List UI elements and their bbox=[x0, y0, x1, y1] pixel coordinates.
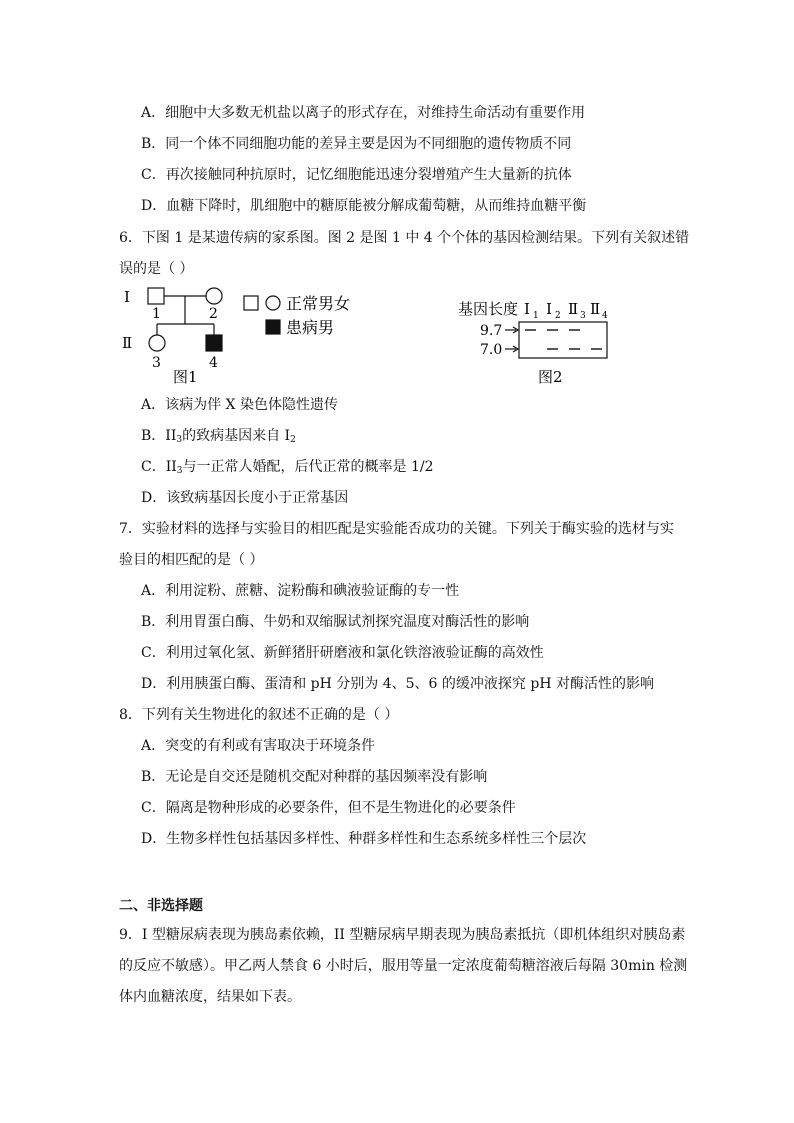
legend-affected-male-icon bbox=[266, 320, 280, 334]
q6-option-b-prefix: B．II bbox=[141, 428, 177, 444]
legend-normal-female-icon bbox=[266, 296, 280, 310]
individual-2-number: 2 bbox=[209, 306, 218, 322]
q6-option-c-text: 与一正常人婚配，后代正常的概率是 1/2 bbox=[182, 459, 434, 475]
individual-i1-normal-male bbox=[148, 288, 164, 304]
q7-option-a: A．利用淀粉、蔗糖、淀粉酶和碘液验证酶的专一性 bbox=[141, 583, 460, 599]
col-i-sub-2: 2 bbox=[555, 311, 561, 321]
q5-option-a: A．细胞中大多数无机盐以离子的形式存在，对维持生命活动有重要作用 bbox=[141, 105, 586, 121]
individual-i2-normal-female bbox=[206, 288, 222, 304]
q6-option-b-text: 的致病基因来自 I bbox=[182, 428, 291, 444]
q6-stem-line1: 6．下图 1 是某遗传病的家系图。图 2 是图 1 中 4 个个体的基因检测结果。下列有关叙述错 bbox=[119, 230, 690, 246]
gene-detection-figure bbox=[450, 290, 625, 390]
section-heading-non-choice: 二、非选择题 bbox=[119, 898, 203, 914]
q6-option-a: A．该病为伴 X 染色体隐性遗传 bbox=[141, 397, 338, 413]
col-ii-label-4: Ⅱ bbox=[590, 300, 601, 318]
generation-1-label: I bbox=[124, 288, 130, 306]
q8-stem: 8．下列有关生物进化的叙述不正确的是（ ） bbox=[119, 707, 399, 723]
gel-box bbox=[519, 322, 607, 358]
q7-option-d: D．利用胰蛋白酶、蛋清和 pH 分别为 4、5、6 的缓冲液探究 pH 对酶活性的影响 bbox=[141, 676, 654, 692]
q9-line3: 体内血糖浓度，结果如下表。 bbox=[119, 989, 301, 1005]
q5-option-b: B．同一个体不同细胞功能的差异主要是因为不同细胞的遗传物质不同 bbox=[141, 136, 572, 152]
q6-option-c-sub: 3 bbox=[176, 466, 183, 476]
q6-option-b-sub2: 2 bbox=[290, 435, 296, 445]
col-i-label: Ⅰ bbox=[524, 300, 530, 318]
legend-affected-label: 患病男 bbox=[286, 318, 335, 337]
q6-option-c-prefix: C．II bbox=[141, 459, 177, 475]
gene-length-header: 基因长度 bbox=[458, 300, 519, 318]
q8-option-c: C．隔离是物种形成的必要条件，但不是生物进化的必要条件 bbox=[141, 800, 516, 816]
individual-3-number: 3 bbox=[152, 355, 161, 371]
q8-option-b: B．无论是自交还是随机交配对种群的基因频率没有影响 bbox=[141, 769, 488, 785]
q7-stem-line2: 验目的相匹配的是（ ） bbox=[119, 552, 264, 568]
q6-option-c bbox=[141, 457, 434, 481]
figure2-caption: 图2 bbox=[538, 368, 563, 386]
legend-normal-male-icon bbox=[244, 296, 258, 310]
row-9-7-label: 9.7 bbox=[480, 323, 503, 339]
figure1-caption: 图1 bbox=[173, 368, 198, 386]
legend-normal-label: 正常男女 bbox=[286, 294, 351, 313]
row-7-0-label: 7.0 bbox=[480, 342, 503, 358]
q9-line1: 9．I 型糖尿病表现为胰岛素依赖，II 型糖尿病早期表现为胰岛素抵抗（即机体组织对胰岛素 bbox=[119, 927, 686, 943]
generation-2-label: Ⅱ bbox=[122, 334, 133, 352]
q6-option-d: D．该致病基因长度小于正常基因 bbox=[141, 490, 349, 506]
q8-option-d: D．生物多样性包括基因多样性、种群多样性和生态系统多样性三个层次 bbox=[141, 831, 587, 847]
q5-option-c: C．再次接触同种抗原时，记忆细胞能迅速分裂增殖产生大量新的抗体 bbox=[141, 167, 572, 183]
col-ii-sub-4: 4 bbox=[602, 311, 608, 321]
q9-line2: 的反应不敏感）。甲乙两人禁食 6 小时后，服用等量一定浓度葡萄糖溶液后每隔 30min 检测 bbox=[119, 958, 688, 974]
q8-option-a: A．突变的有利或有害取决于环境条件 bbox=[141, 738, 376, 754]
individual-ii4-affected-male bbox=[206, 335, 222, 351]
individual-1-number: 1 bbox=[152, 306, 161, 322]
individual-ii3-normal-female bbox=[149, 335, 165, 351]
col-i-label-2: Ⅰ bbox=[546, 300, 552, 318]
col-i-sub-1: 1 bbox=[533, 311, 539, 321]
q7-option-c: C．利用过氧化氢、新鲜猪肝研磨液和氯化铁溶液验证酶的高效性 bbox=[141, 645, 544, 661]
q7-option-b: B．利用胃蛋白酶、牛奶和双缩脲试剂探究温度对酶活性的影响 bbox=[141, 614, 530, 630]
q7-stem-line1: 7．实验材料的选择与实验目的相匹配是实验能否成功的关键。下列关于酶实验的选材与实 bbox=[119, 521, 674, 537]
q6-stem-line2: 误的是（ ） bbox=[119, 261, 194, 277]
col-ii-sub-3: 3 bbox=[580, 311, 586, 321]
col-ii-label-3: Ⅱ bbox=[568, 300, 579, 318]
individual-4-number: 4 bbox=[209, 355, 218, 371]
pedigree-figure bbox=[118, 282, 368, 387]
q6-option-b bbox=[141, 426, 296, 450]
q6-option-b-sub1: 3 bbox=[176, 435, 183, 445]
q5-option-d: D．血糖下降时，肌细胞中的糖原能被分解成葡萄糖，从而维持血糖平衡 bbox=[141, 198, 587, 214]
